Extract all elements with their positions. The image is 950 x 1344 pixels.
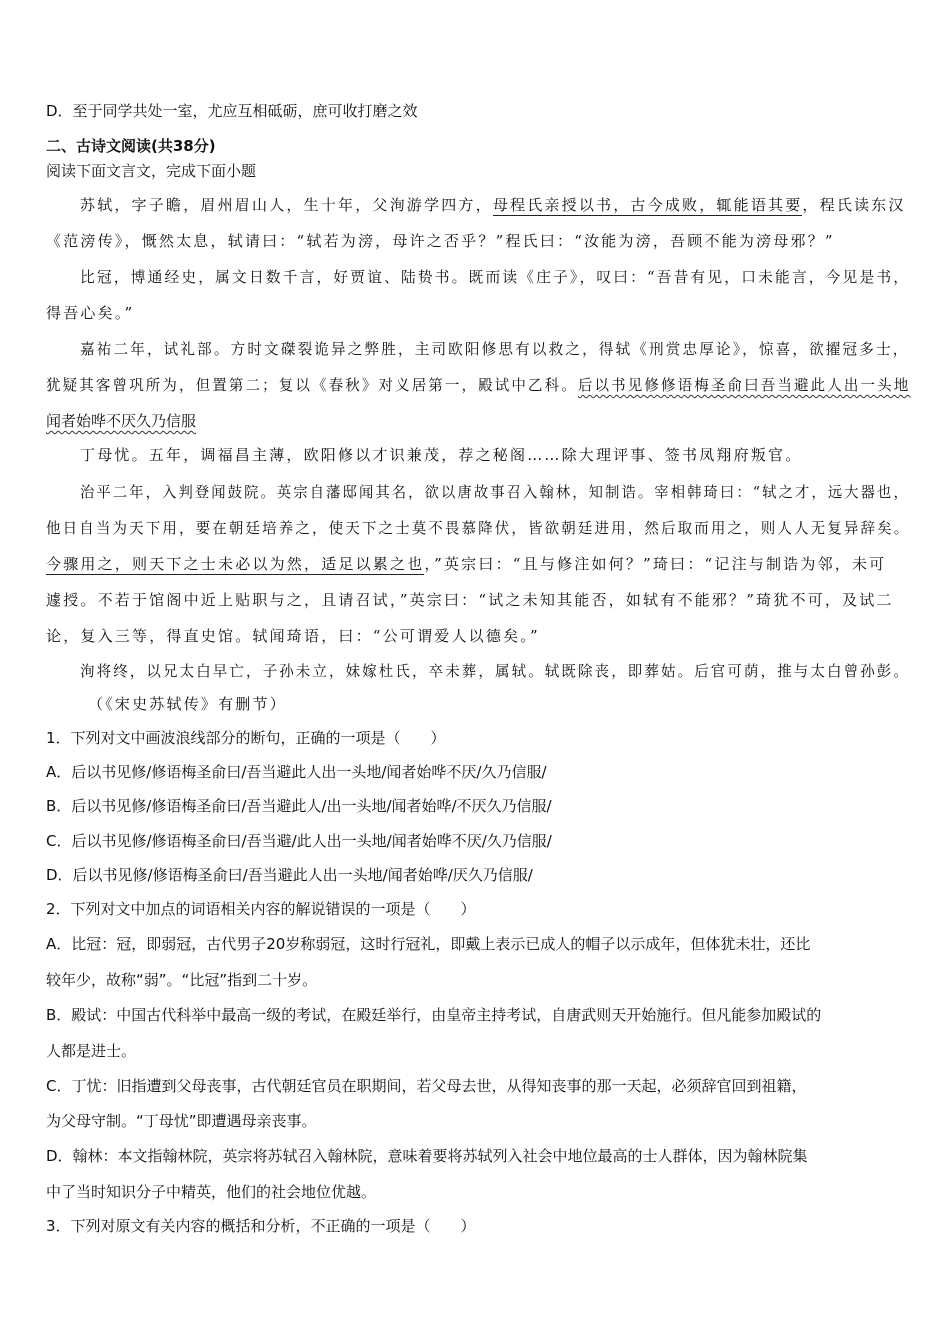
passage-text: ，”英宗曰：“且与修注如何？”琦曰：“记注与制诰为邻，未可 (424, 555, 887, 573)
passage-paragraph-5-cont: 他日自当为天下用，要在朝廷培养之，使天下之士莫不畏慕降伏，皆欲朝廷进用，然后取而用之，则人人无复异辞矣。 (46, 519, 911, 537)
passage-paragraph-5-cont (46, 554, 886, 574)
passage-text: 苏轼，字子瞻，眉州眉山人，生十年，父洵游学四方， (80, 196, 493, 214)
question-1-option-a: A．后以书见修/修语梅圣俞曰/吾当避此人出一头地/闻者始哗不厌/久乃信服/ (46, 763, 547, 781)
passage-paragraph-5-cont: 遽授。不若于馆阁中近上贴职与之，且请召试，”英宗曰：“试之未知其能否，如轼有不能邪？”琦犹不可，及试二 (46, 591, 894, 609)
question-2-option-a: A．比冠：冠，即弱冠，古代男子20岁称弱冠，这时行冠礼，即戴上表示已成人的帽子以示成年，但体犹未壮，还比 (46, 935, 811, 953)
question-3: 3．下列对原文有关内容的概括和分析，不正确的一项是（ ） (46, 1217, 476, 1235)
passage-paragraph-6: 洵将终，以兄太白早亡，子孙未立，妹嫁杜氏，卒未葬，属轼。轼既除丧，即葬姑。后官可荫，推与太白曾孙彭。 (80, 662, 911, 680)
passage-source: （《宋史苏轼传》有删节） (88, 695, 287, 713)
question-2-option-b: B．殿试：中国古代科举中最高一级的考试，在殿廷举行，由皇帝主持考试，自唐武则天开始施行。但凡能参加殿试的 (46, 1006, 822, 1024)
question-1-option-d: D．后以书见修/修语梅圣俞曰/吾当避此人出一头地/闻者始哗/厌久乃信服/ (46, 866, 533, 884)
passage-paragraph-3-wavy (46, 411, 196, 431)
question-2-option-d: D．翰林：本文指翰林院，英宗将苏轼召入翰林院，意味着要将苏轼列入社会中地位最高的士人群体，因为翰林院集 (46, 1147, 808, 1165)
passage-paragraph-5: 治平二年，入判登闻鼓院。英宗自藩邸闻其名，欲以唐故事召入翰林，知制诰。宰相韩琦曰：“轼之才，远大器也， (80, 483, 910, 501)
passage-paragraph-4: 丁母忧。五年，调福昌主薄，欧阳修以才识兼茂，荐之秘阁……除大理评事、签书凤翔府叛官。 (80, 446, 803, 464)
passage-paragraph-2-cont: 得吾心矣。” (46, 304, 135, 322)
passage-text: ，程氏读东汉 (802, 196, 906, 214)
question-2-option-c-cont: 为父母守制。“丁母忧”即遭遇母亲丧事。 (46, 1112, 317, 1130)
passage-paragraph-5-cont: 论，复入三等，得直史馆。轼闻琦语，曰：“公可谓爱人以德矣。” (46, 627, 540, 645)
underlined-sentence: 母程氏亲授以书，古今成败，辄能语其要 (492, 196, 803, 214)
question-2-option-a-cont: 较年少，故称“弱”。“比冠”指到二十岁。 (46, 971, 318, 989)
question-2: 2．下列对文中加点的词语相关内容的解说错误的一项是（ ） (46, 900, 476, 918)
question-1: 1．下列对文中画波浪线部分的断句，正确的一项是（ ） (46, 729, 446, 747)
wavy-underlined-sentence: 闻者始哗不厌久乃信服 (46, 412, 197, 430)
question-1-option-c: C．后以书见修/修语梅圣俞曰/吾当避/此人出一头地/闻者始哗不厌/久乃信服/ (46, 832, 552, 850)
option-d-previous: D．至于同学共处一室，尤应互相砥砺，庶可收打磨之效 (46, 102, 418, 120)
passage-paragraph-2: 比冠，博通经史，属文日数千言，好贾谊、陆贽书。既而读《庄子》，叹曰：“吾昔有见，口未能言，今见是书， (80, 268, 911, 286)
passage-paragraph-1 (80, 195, 906, 215)
passage-paragraph-3: 嘉祐二年，试礼部。方时文磔裂诡异之弊胜，主司欧阳修思有以救之，得轼《刑赏忠厚论》，惊喜，欲擢冠多士， (80, 340, 910, 358)
question-2-option-d-cont: 中了当时知识分子中精英，他们的社会地位优越。 (46, 1183, 377, 1201)
reading-instruction: 阅读下面文言文，完成下面小题 (46, 162, 257, 180)
passage-paragraph-3-cont (46, 375, 910, 395)
section-heading: 二、古诗文阅读(共38分) (46, 137, 216, 155)
question-2-option-c: C．丁忧：旧指遭到父母丧事，古代朝廷官员在职期间，若父母去世，从得知丧事的那一天起，必须辞官回到祖籍， (46, 1077, 807, 1095)
wavy-underlined-sentence: 后以书见修修语梅圣俞曰吾当避此人出一头地 (577, 376, 911, 394)
question-1-option-b: B．后以书见修/修语梅圣俞曰/吾当避此人/出一头地/闻者始哗/不厌久乃信服/ (46, 797, 552, 815)
passage-text: 犹疑其客曾巩所为，但置第二；复以《春秋》对义居第一，殿试中乙科。 (46, 376, 578, 394)
underlined-sentence: 今骤用之，则天下之士未必以为然，适足以累之也 (46, 555, 425, 573)
question-2-option-b-cont: 人都是进士。 (46, 1042, 137, 1060)
passage-paragraph-1-cont: 《范滂传》，慨然太息，轼请曰：“轼若为滂，母许之否乎？”程氏曰：“汝能为滂，吾顾不能为滂母邪？” (46, 232, 835, 250)
